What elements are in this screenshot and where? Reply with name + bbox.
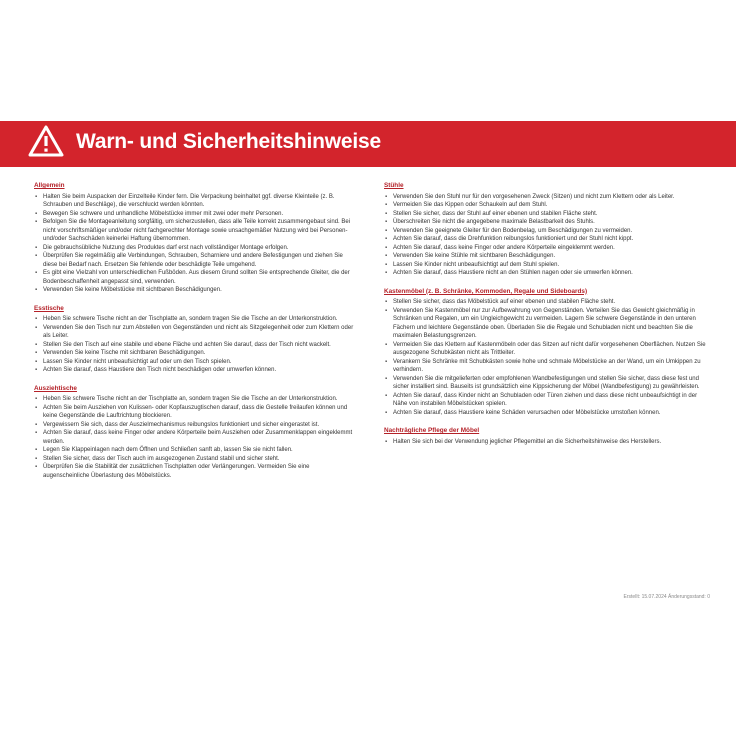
list-item: ▪ Verwenden Sie geeignete Gleiter für den Bodenbelag, um Beschädigungen zu vermeiden. [384, 227, 706, 236]
list-item: ▪ Vermeiden Sie das Kippen oder Schaukeln auf dem Stuhl. [384, 201, 706, 210]
list-item: ▪ Halten Sie sich bei der Verwendung jeglicher Pflegemittel an die Sicherheitshinweise des Herstellers. [384, 438, 706, 447]
section-heading: Nachträgliche Pflege der Möbel [384, 427, 480, 435]
list-item: ▪ Achten Sie darauf, dass keine Finger oder andere Körperteile beim Ausziehen oder Zusammenklappen eingeklemmt werden. [34, 429, 354, 446]
list-item: ▪ Lassen Sie Kinder nicht unbeaufsichtigt auf oder um den Tisch spielen. [34, 358, 354, 367]
list-item: ▪ Verwenden Sie keine Tische mit sichtbaren Beschädigungen. [34, 349, 354, 358]
bullet-list [34, 395, 354, 480]
section-kastenmoebel-z-b-schraenke-kom [384, 288, 706, 418]
bullet-list [384, 193, 706, 278]
list-item: ▪ Achten Sie darauf, dass Haustiere nicht an den Stühlen nagen oder sie umwerfen können. [384, 269, 706, 278]
list-item: ▪ Legen Sie Klappeinlagen nach dem Öffnen und Schließen sanft ab, lassen Sie sie nicht fallen. [34, 446, 354, 455]
section-heading: Allgemein [34, 182, 65, 189]
list-item: ▪ Achten Sie darauf, dass die Drehfunktion reibungslos funktioniert und der Stuhl nicht kippt. [384, 235, 706, 244]
bullet-list [384, 438, 706, 447]
list-item: ▪ Verwenden Sie die mitgelieferten oder empfohlenen Wandbefestigungen und stellen Sie sicher, dass diese fest und sicher installiert sind. Bauseits ist grundsätzlich eine Kippsicherung der Möbel (Wandbefestigung) zu gewährleisten. [384, 375, 706, 392]
list-item: ▪ Heben Sie schwere Tische nicht an der Tischplatte an, sondern tragen Sie die Tische an der Unterkonstruktion. [34, 395, 354, 404]
list-item: ▪ Überschreiten Sie nicht die angegebene maximale Belastbarkeit des Stuhls. [384, 218, 706, 227]
section-heading: Ausziehtische [34, 384, 77, 392]
right-column [384, 182, 706, 456]
list-item: ▪ Verwenden Sie den Stuhl nur für den vorgesehenen Zweck (Sitzen) und nicht zum Klettern oder als Leiter. [384, 193, 706, 202]
warning-triangle-icon [28, 125, 64, 157]
list-item: ▪ Achten Sie darauf, dass Haustiere den Tisch nicht beschädigen oder umwerfen können. [34, 366, 354, 375]
list-item: ▪ Stellen Sie sicher, dass der Stuhl auf einer ebenen und stabilen Fläche steht. [384, 210, 706, 219]
list-item: ▪ Vergewissern Sie sich, dass der Auszielmechanismus reibungslos funktioniert und sicher eingerastet ist. [34, 421, 354, 430]
list-item: ▪ Verwenden Sie keine Möbelstücke mit sichtbaren Beschädigungen. [34, 286, 354, 295]
list-item: ▪ Befolgen Sie die Montageanleitung sorgfältig, um sicherzustellen, dass alle Teile korrekt zusammengebaut sind. Bei nicht vorschriftsmäßiger und/oder nicht fachgerechter Montage sowie unsachgemäßer Nutzung wird bei Personen- und/oder Sachschäden keinerlei Haftung übernommen. [34, 218, 354, 244]
footer-note: Erstellt: 15.07.2024 Änderungsstand: 0 [623, 594, 710, 600]
list-item: ▪ Stellen Sie sicher, dass das Möbelstück auf einer ebenen und stabilen Fläche steht. [384, 298, 706, 307]
list-item: ▪ Verwenden Sie Kastenmöbel nur zur Aufbewahrung von Gegenständen. Verteilen Sie das Gewicht gleichmäßig in Schränken und Regalen, um ein Ungleichgewicht zu vermeiden. Lagern Sie schwere Gegenstände in den unteren Fächern und leichtere Gegenstände oben. Überladen Sie die Regale und Schubladen nicht und beachten Sie die maximalen Belastungsgrenzen. [384, 307, 706, 341]
list-item: ▪ Stellen Sie den Tisch auf eine stabile und ebene Fläche und achten Sie darauf, dass der Tisch nicht wackelt. [34, 341, 354, 350]
list-item: ▪ Verwenden Sie den Tisch nur zum Abstellen von Gegenständen und nicht als Sitzgelegenheit oder zum Klettern oder als Leiter. [34, 324, 354, 341]
list-item: ▪ Bewegen Sie schwere und unhandliche Möbelstücke immer mit zwei oder mehr Personen. [34, 210, 354, 219]
section-ausziehtische [34, 385, 354, 481]
section-heading: Kastenmöbel (z. B. Schränke, Kommoden, Regale und Sideboards) [384, 287, 588, 295]
list-item: ▪ Achten Sie darauf, dass keine Finger oder andere Körperteile eingeklemmt werden. [384, 244, 706, 253]
bullet-list [34, 193, 354, 295]
list-item: ▪ Halten Sie beim Auspacken der Einzelteile Kinder fern. Die Verpackung beinhaltet ggf. diverse Kleinteile (z. B. Schrauben und Beschläge), die verschluckt werden könnten. [34, 193, 354, 210]
section-heading: Esstische [34, 304, 64, 312]
section-esstische [34, 305, 354, 375]
left-column [34, 182, 354, 490]
list-item: ▪ Achten Sie darauf, dass Kinder nicht an Schubladen oder Türen ziehen und dass diese nicht unbeaufsichtigt in der Nähe von instabilen Möbelstücken spielen. [384, 392, 706, 409]
list-item: ▪ Überprüfen Sie regelmäßig alle Verbindungen, Schrauben, Scharniere und andere Befestigungen und ziehen Sie diese bei Bedarf nach. Ersetzen Sie fehlende oder beschädigte Teile umgehend. [34, 252, 354, 269]
list-item: ▪ Stellen Sie sicher, dass der Tisch auch im ausgezogenen Zustand stabil und sicher steht. [34, 455, 354, 464]
section-nachtraegliche-pflege-der-moeb [384, 427, 706, 446]
header-banner [0, 121, 736, 167]
bullet-list [34, 315, 354, 375]
list-item: ▪ Vermeiden Sie das Klettern auf Kastenmöbeln oder das Sitzen auf nicht dafür vorgesehenen Oberflächen. Nutzen Sie ausgezogene Schubkästen nicht als Trittleiter. [384, 341, 706, 358]
list-item: ▪ Es gibt eine Vielzahl von unterschiedlichen Fußböden. Aus diesem Grund sollten Sie entsprechende Gleiter, die der Bodenbeschaffenheit angepasst sind, verwenden. [34, 269, 354, 286]
bullet-list [384, 298, 706, 417]
list-item: ▪ Verwenden Sie keine Stühle mit sichtbaren Beschädigungen. [384, 252, 706, 261]
section-heading: Stühle [384, 182, 404, 189]
section-allgemein [34, 182, 354, 295]
list-item: ▪ Achten Sie beim Ausziehen von Kulissen- oder Kopfauszugtischen darauf, dass die Gestelle freilaufen können und keine Gegenstände die Lauftrichtung blockieren. [34, 404, 354, 421]
list-item: ▪ Die gebrauchsübliche Nutzung des Produktes darf erst nach vollständiger Montage erfolgen. [34, 244, 354, 253]
list-item: ▪ Achten Sie darauf, dass Haustiere keine Schäden verursachen oder Möbelstücke umstoßen können. [384, 409, 706, 418]
list-item: ▪ Überprüfen Sie die Stabilität der zusätzlichen Tischplatten oder Verlängerungen. Vermeiden Sie eine augenscheinliche Überlastung des Möbelstücks. [34, 463, 354, 480]
page-title: Warn- und Sicherheitshinweise [76, 130, 381, 153]
section-stuehle [384, 182, 706, 278]
list-item: ▪ Verankern Sie Schränke mit Schubkästen sowie hohe und schmale Möbelstücke an der Wand, um ein Umkippen zu verhindern. [384, 358, 706, 375]
list-item: ▪ Heben Sie schwere Tische nicht an der Tischplatte an, sondern tragen Sie die Tische an der Unterkonstruktion. [34, 315, 354, 324]
list-item: ▪ Lassen Sie Kinder nicht unbeaufsichtigt auf dem Stuhl spielen. [384, 261, 706, 270]
